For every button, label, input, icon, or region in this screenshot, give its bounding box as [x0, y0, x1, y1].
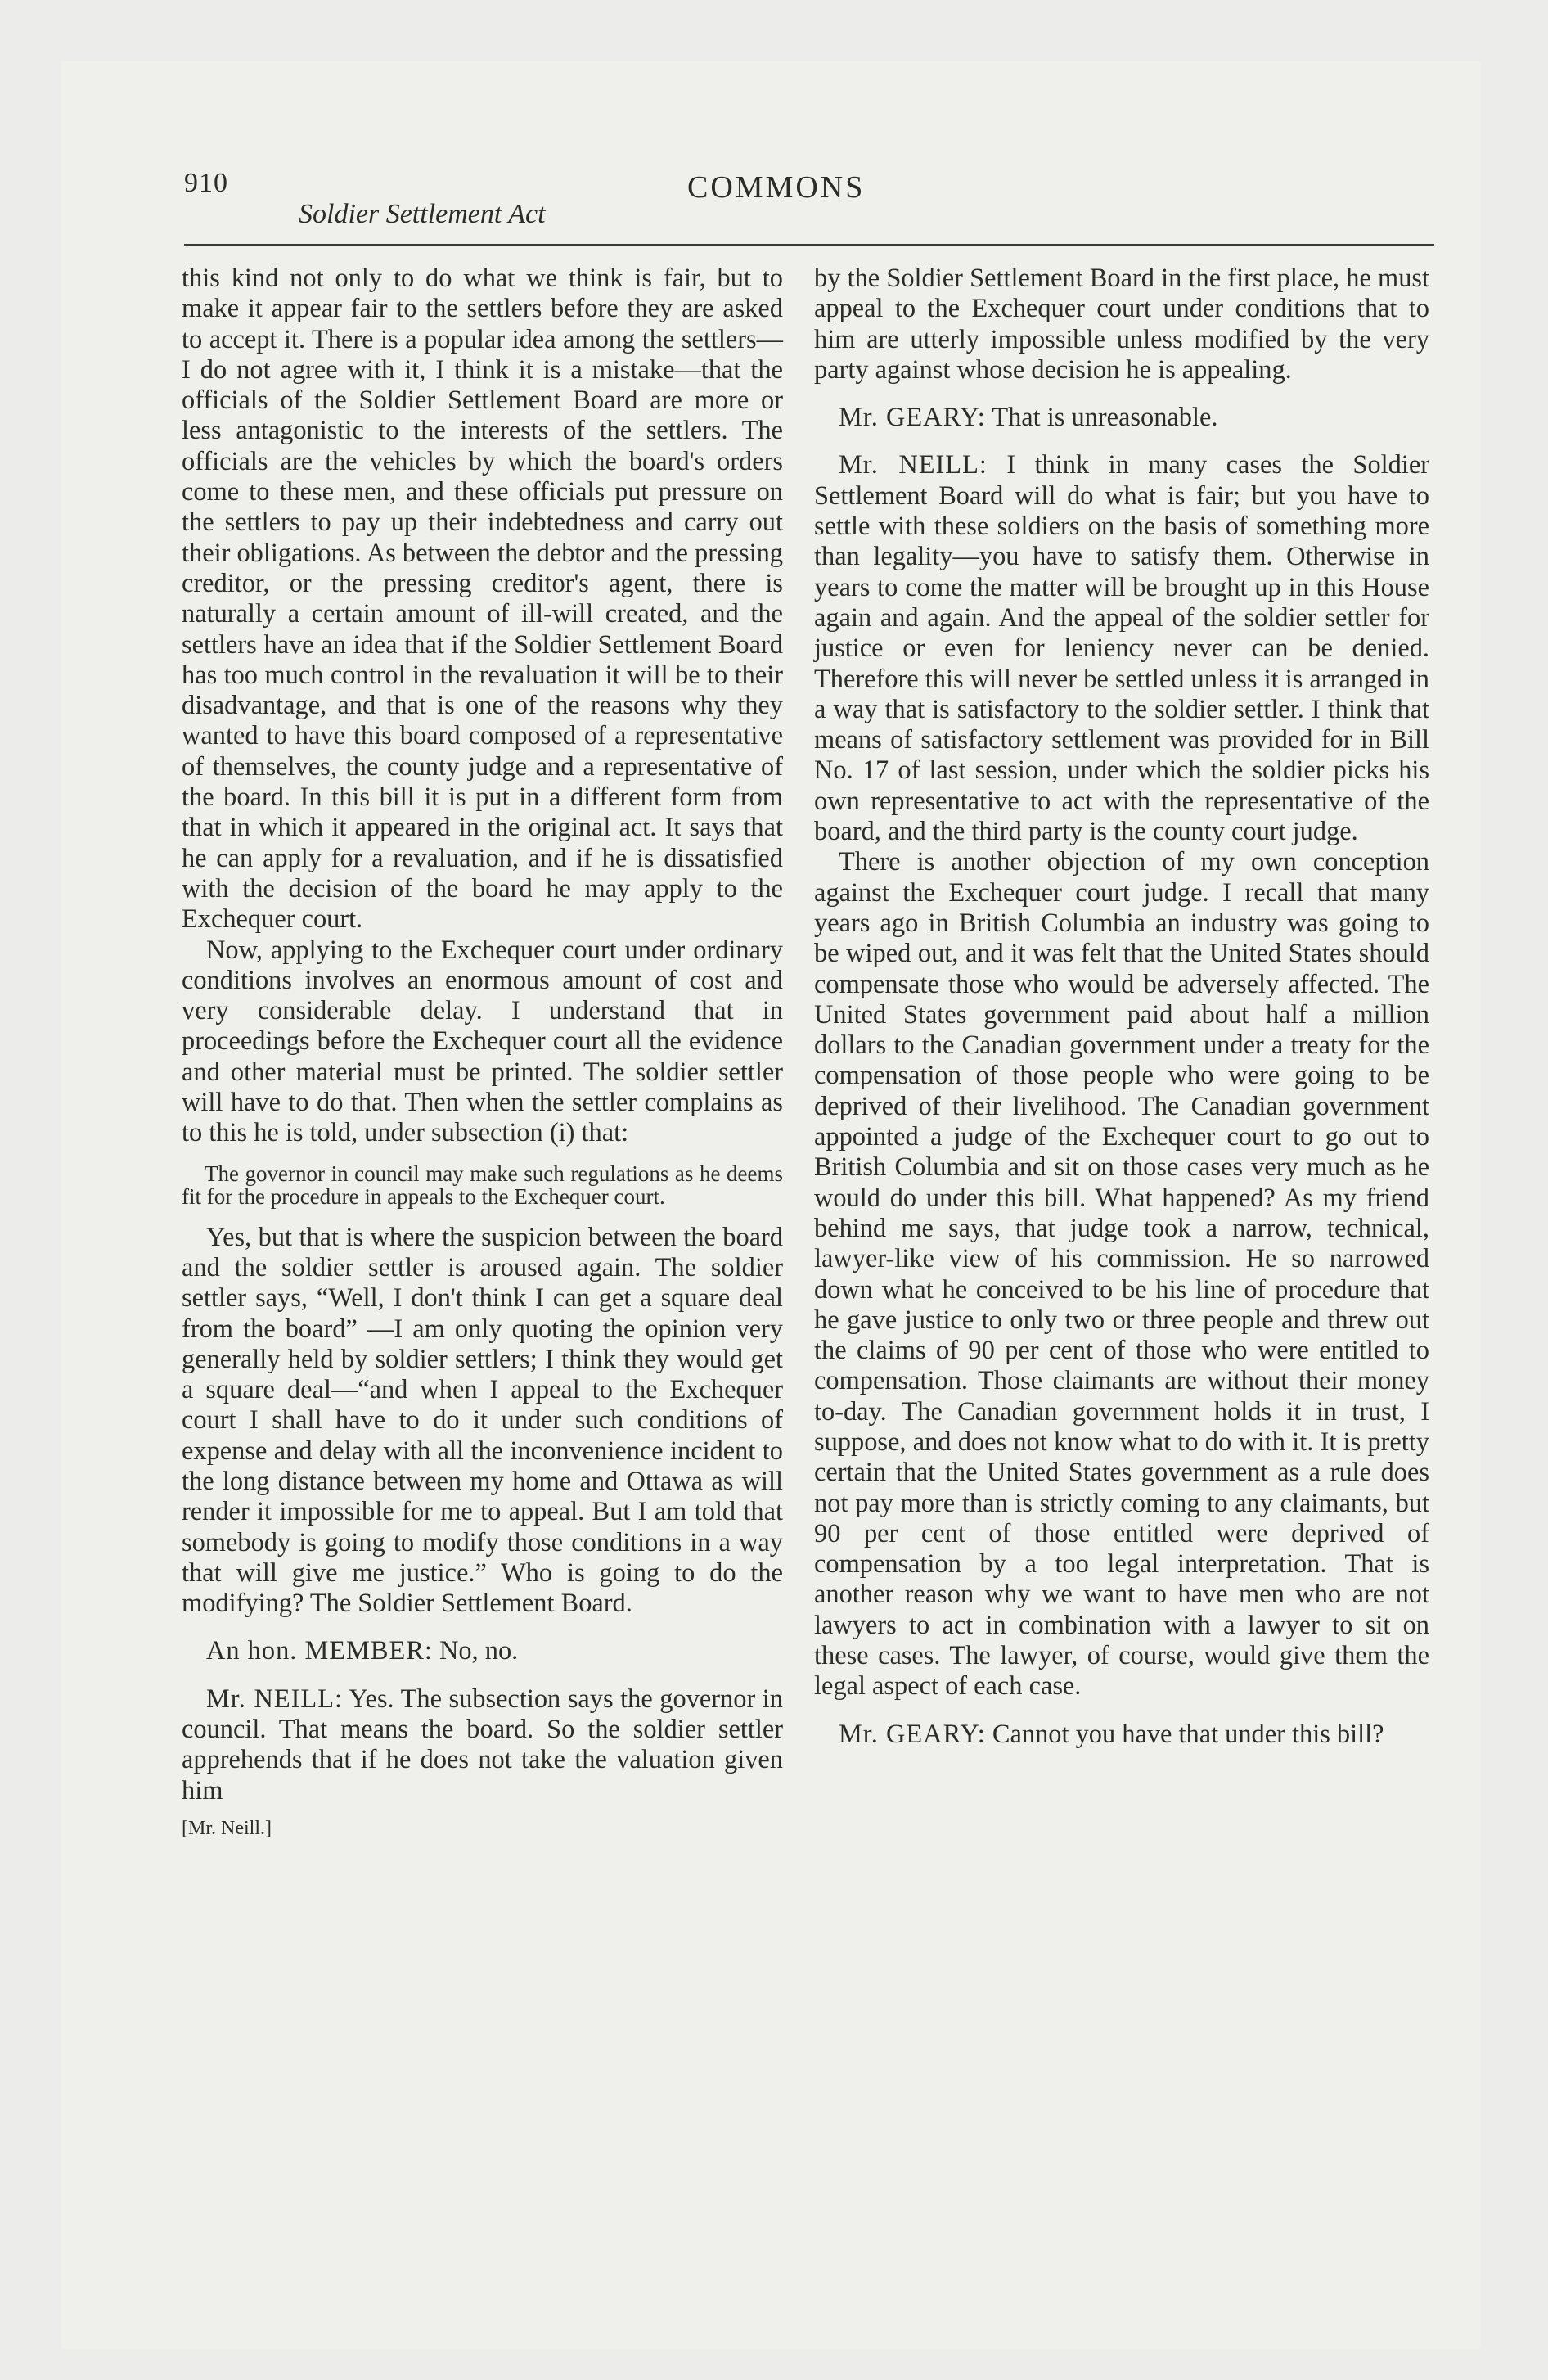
paragraph: Yes, but that is where the suspicion between the board and the soldier settler is aroused again. The soldier settler says, “Well, I don't think I can get a square deal from the board” —I am only quoting the opinion very generally held by soldier settlers; I think they would get a square deal—“and when I appeal to the Exchequer court I shall have to do it under such conditions of expense and delay with all the inconvenience incident to the long distance between my home and Ottawa as will render it impossible for me to appeal. But I am told that somebody is going to modify those conditions in a way that will give me justice.” Who is going to do the modifying? The Soldier Settlement Board.	[182, 1222, 783, 1619]
paragraph: by the Soldier Settlement Board in the first place, he must appeal to the Exchequer court under conditions that to him are utterly impossible unless modified by the very party against whose decision he is appealing.	[814, 264, 1429, 385]
speaker-name: Mr. GEARY:	[839, 1719, 986, 1749]
page-number: 910	[184, 168, 228, 198]
left-column	[182, 264, 783, 1844]
speech	[814, 1720, 1429, 1750]
paragraph: this kind not only to do what we think is fair, but to make it appear fair to the settlers before they are asked to accept it. There is a popular idea among the settlers—I do not agree with it, I think it is a mistake—that the officials of the Soldier Settlement Board are more or less antagonistic to the interests of the settlers. The officials are the vehicles by which the board's orders come to these men, and these officials put pressure on the settlers to pay up their indebtedness and carry out their obligations. As between the debtor and the pressing creditor, or the pressing creditor's agent, there is naturally a certain amount of ill-will created, and the settlers have an idea that if the Soldier Settlement Board has too much control in the revaluation it will be to their disadvantage, and that is one of the reasons why they wanted to have this board composed of a representative of themselves, the county judge and a representative of the board. In this bill it is put in a different form from that in which it appeared in the original act. It says that he can apply for a revaluation, and if he is dissatisfied with the decision of the board he may apply to the Exchequer court.	[182, 264, 783, 935]
speech	[182, 1684, 783, 1806]
speaker-name: Mr. NEILL:	[839, 450, 988, 480]
page-footer: [Mr. Neill.]	[182, 1817, 272, 1839]
page-header	[184, 168, 1444, 233]
chamber-heading: COMMONS	[687, 170, 866, 205]
speech	[182, 1636, 783, 1666]
paragraph: Now, applying to the Exchequer court under ordinary conditions involves an enormous amount of cost and very considerable delay. I understand that in proceedings before the Exchequer court all the evidence and other material must be printed. The soldier settler will have to do that. Then when the settler complains as to this he is told, under subsection (i) that:	[182, 935, 783, 1148]
speech-text: I think in many cases the Soldier Settlement Board will do what is fair; but you have to settle with these soldiers on the basis of something more than legality—you have to satisfy them. Otherwise in years to come the matter will be brought up in this House again and again. And the appeal of the soldier settler for justice or even for leniency never can be denied. Therefore this will never be settled unless it is arranged in a way that is satisfactory to the soldier settler. I think that means of satisfactory settlement was provided for in Bill No. 17 of last session, under which the soldier picks his own representative to act with the representative of the board, and the third party is the county court judge.	[814, 450, 1429, 847]
speech-text: Cannot you have that under this bill?	[992, 1719, 1384, 1749]
running-title: Soldier Settlement Act	[299, 199, 546, 229]
speaker-name: Mr. GEARY:	[839, 403, 986, 433]
paragraph: There is another objection of my own conception against the Exchequer court judge. I recall that many years ago in British Columbia an industry was going to be wiped out, and it was felt that the United States should compensate those who would be adversely affected. The United States government paid about half a million dollars to the Canadian government under a treaty for the compensation of those people who were going to be deprived of their livelihood. The Canadian government appointed a judge of the Exchequer court to go out to British Columbia and sit on those cases very much as he would do under this bill. What happened? As my friend behind me says, that judge took a narrow, technical, lawyer-like view of his commission. He so narrowed down what he conceived to be his line of procedure that he gave justice to only two or three people and threw out the claims of 90 per cent of those who were entitled to compensation. Those claimants are without their money to-day. The Canadian government holds it in trust, I suppose, and does not know what to do with it. It is pretty certain that the United States government as a rule does not pay more than is strictly coming to any claimants, but 90 per cent of those entitled were deprived of compensation by a too legal interpretation. That is another reason why we want to have men who are not lawyers to act in combination with a lawyer to sit on these cases. The lawyer, of course, would give them the legal aspect of each case.	[814, 847, 1429, 1702]
speech-text: Yes. The subsection says the governor in council. That means the board. So the soldier settler apprehends that if he does not take the valuation given him	[182, 1684, 783, 1805]
header-rule	[184, 244, 1434, 246]
speech	[814, 450, 1429, 847]
block-quote: The governor in council may make such regulations as he deems fit for the procedure in appeals to the Exchequer court.	[182, 1161, 783, 1209]
speaker-name: Mr. NEILL:	[206, 1684, 343, 1714]
speech	[814, 403, 1429, 433]
right-column	[814, 264, 1429, 1750]
speech-text: That is unreasonable.	[992, 403, 1218, 433]
speaker-name: An hon. MEMBER:	[206, 1636, 433, 1666]
speech-text: No, no.	[439, 1636, 519, 1666]
